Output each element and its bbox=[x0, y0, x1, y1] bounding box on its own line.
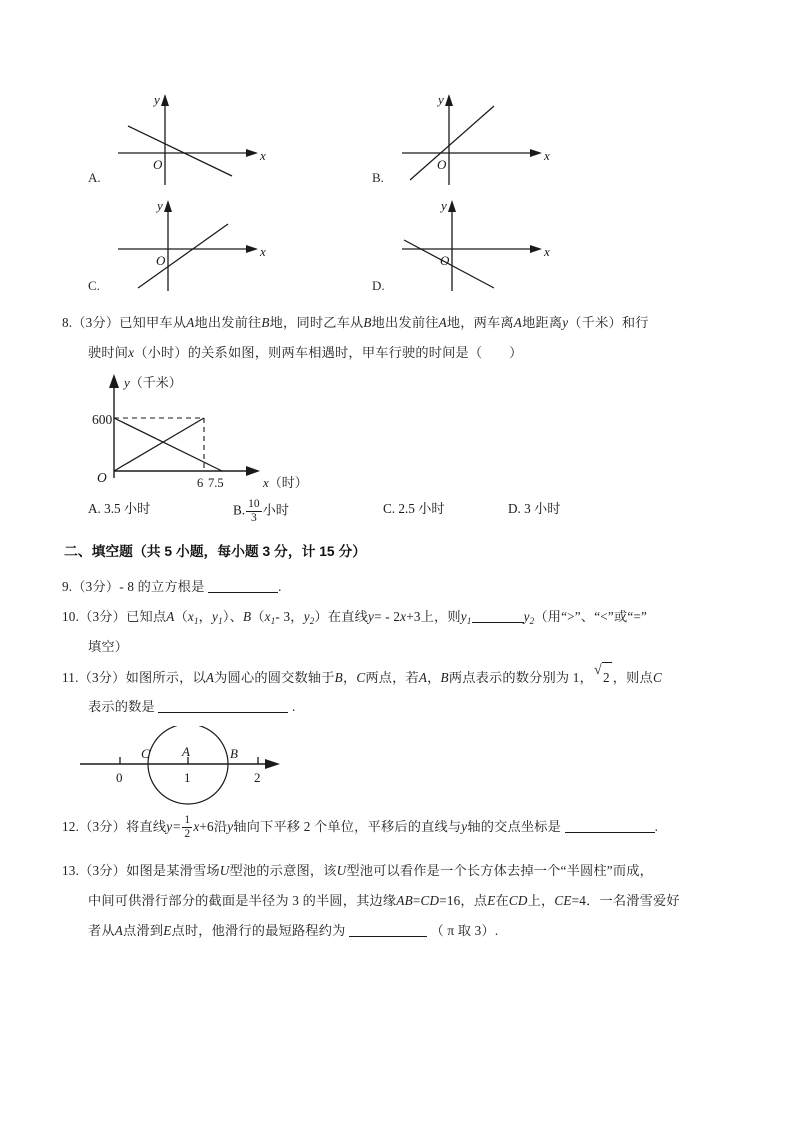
q8-graph bbox=[92, 366, 362, 491]
q8-number: 8. bbox=[62, 315, 73, 330]
q10-x1b: x bbox=[264, 609, 271, 624]
svg-text:7.5: 7.5 bbox=[208, 476, 224, 490]
q12-points: （3分） bbox=[79, 819, 127, 834]
q10-j: （用“>”、“<”或“=” bbox=[534, 609, 648, 624]
q12-number: 12. bbox=[62, 819, 80, 834]
q9-number: 9. bbox=[62, 579, 73, 594]
q8-choice-a-key: A. bbox=[88, 501, 101, 516]
q13-point-E2: E bbox=[163, 923, 172, 938]
option-b-label: B. bbox=[372, 170, 384, 185]
section-2-heading: 二、填空题（共 5 小题，每小题 3 分，计 15 分） bbox=[64, 544, 367, 559]
q9-text: - 8 的立方根是 bbox=[119, 579, 205, 594]
q12-d: 轴的交点坐标是 bbox=[467, 819, 562, 834]
fraction-numerator: 1 bbox=[184, 814, 191, 827]
q10-yy2: y bbox=[523, 609, 530, 624]
q12-b: 沿 bbox=[213, 819, 228, 834]
svg-text:2: 2 bbox=[254, 770, 261, 785]
q8-choices bbox=[88, 498, 738, 530]
option-a-label: A. bbox=[88, 170, 101, 185]
q11-line2-a: 表示的数是 bbox=[88, 699, 155, 714]
q10-g: ）在直线 bbox=[314, 609, 369, 624]
question-12 bbox=[62, 812, 752, 842]
svg-text:x: x bbox=[544, 244, 550, 259]
q10-y2: y bbox=[303, 609, 310, 624]
q12-answer-blank[interactable] bbox=[565, 832, 655, 833]
option-c-label: C. bbox=[88, 278, 100, 293]
svg-text:6: 6 bbox=[197, 476, 204, 490]
q12-eq-rest: +6 bbox=[199, 819, 214, 834]
q11-point-A2: A bbox=[418, 670, 428, 685]
q11-number: 11. bbox=[62, 670, 79, 685]
q13-U1: U bbox=[219, 863, 230, 878]
q10-eq3: +3 bbox=[406, 609, 421, 624]
q12-eq-y: y= bbox=[166, 819, 182, 834]
graph-a-svg bbox=[110, 88, 280, 188]
q8-choice-d bbox=[508, 498, 560, 517]
question-10-line2: 填空） bbox=[88, 639, 129, 654]
q12-axis-y1: y bbox=[227, 819, 234, 834]
option-graph-b bbox=[372, 88, 632, 188]
q8-var-A3: A bbox=[513, 315, 523, 330]
question-10 bbox=[62, 602, 742, 636]
question-9 bbox=[62, 572, 732, 602]
q11-point-B2: B bbox=[440, 670, 449, 685]
question-13-line2 bbox=[88, 886, 768, 916]
svg-text:O: O bbox=[440, 253, 450, 268]
graph-c-svg bbox=[110, 196, 280, 296]
q11-point-C: C bbox=[356, 670, 366, 685]
q8-line2-a: 驶时间 bbox=[88, 345, 129, 360]
q8-choice-b bbox=[233, 498, 289, 525]
q10-point-A: A bbox=[166, 609, 175, 624]
q10-f: - 3， bbox=[275, 609, 304, 624]
option-d-label: D. bbox=[372, 278, 385, 293]
q10-d: ）、 bbox=[222, 609, 243, 624]
q13-point-E: E bbox=[487, 893, 496, 908]
q10-y1-sub: 1 bbox=[218, 616, 223, 626]
q8-line1-b: 地出发前往 bbox=[194, 315, 262, 330]
q9-period: . bbox=[278, 579, 282, 594]
q10-points: （3分） bbox=[79, 609, 127, 624]
q9-answer-blank[interactable] bbox=[208, 592, 278, 593]
q10-x1-sub: 1 bbox=[193, 616, 199, 626]
q13-number: 13. bbox=[62, 863, 80, 878]
q11-point-A: A bbox=[205, 670, 215, 685]
q13-answer-blank[interactable] bbox=[349, 936, 427, 937]
q8-var-x: x bbox=[128, 345, 135, 360]
question-11-line2 bbox=[88, 692, 295, 722]
q8-var-A1: A bbox=[186, 315, 195, 330]
q8-choice-d-text: 3 小时 bbox=[524, 501, 561, 516]
q10-number: 10. bbox=[62, 609, 80, 624]
question-11 bbox=[62, 662, 742, 693]
q8-var-A2: A bbox=[438, 315, 447, 330]
q13-seg-CE: CE bbox=[554, 893, 572, 908]
option-graph-a bbox=[88, 88, 348, 188]
q10-h: 上，则 bbox=[420, 609, 461, 624]
q11-b: 为圆心的圆交数轴于 bbox=[214, 670, 335, 685]
svg-text:y（千米）: y（千米） bbox=[124, 375, 182, 390]
svg-text:O: O bbox=[97, 470, 107, 485]
svg-text:y: y bbox=[441, 198, 447, 213]
q11-d: 两点，若 bbox=[365, 670, 419, 685]
q13-l2-b: 在 bbox=[495, 893, 509, 908]
svg-text:B: B bbox=[230, 746, 238, 761]
q13-l1-b: 型池的示意图，该 bbox=[229, 863, 337, 878]
q13-l3-c: 点时，他滑行的最短路程约为 bbox=[171, 923, 346, 938]
q13-l2-a: 中间可供滑行部分的截面是半径为 3 的半圆，其边缘 bbox=[88, 893, 397, 908]
q11-line2-b: . bbox=[291, 699, 296, 714]
q10-y1: y bbox=[212, 609, 219, 624]
svg-text:C: C bbox=[141, 746, 150, 761]
q8-choice-a bbox=[88, 498, 150, 517]
q11-point-C2: C bbox=[652, 670, 662, 685]
q13-U2: U bbox=[336, 863, 347, 878]
svg-text:x（时）: x（时） bbox=[263, 475, 308, 490]
q13-l2-c: 上， bbox=[527, 893, 555, 908]
svg-text:O: O bbox=[437, 157, 447, 172]
q11-g: ，则点 bbox=[612, 670, 653, 685]
q10-y2-sub: 2 bbox=[309, 616, 315, 626]
svg-text:x: x bbox=[260, 148, 266, 163]
q8-line1-a: 已知甲车从 bbox=[119, 315, 187, 330]
q12-fraction bbox=[182, 814, 192, 841]
q8-points: （3分） bbox=[72, 315, 120, 330]
q10-x1b-sub: 1 bbox=[270, 616, 276, 626]
q8-line1-f: 地距离 bbox=[522, 315, 563, 330]
graph-b-svg bbox=[394, 88, 564, 188]
svg-text:O: O bbox=[153, 157, 163, 172]
q8-line1-g: （千米）和行 bbox=[568, 315, 649, 330]
svg-text:y: y bbox=[157, 198, 163, 213]
fraction-numerator: 10 bbox=[248, 498, 260, 510]
option-graph-c bbox=[88, 196, 348, 296]
svg-text:x: x bbox=[260, 244, 266, 259]
q10-c: ， bbox=[198, 609, 213, 624]
q11-point-B: B bbox=[334, 670, 343, 685]
q10-eq2: = - 2 bbox=[374, 609, 401, 624]
svg-text:y: y bbox=[438, 92, 444, 107]
q13-seg-CD: CD bbox=[420, 893, 440, 908]
svg-text:600: 600 bbox=[92, 412, 113, 427]
q8-choice-d-key: D. bbox=[508, 501, 521, 516]
q13-seg-CD2: CD bbox=[508, 893, 528, 908]
option-graph-d bbox=[372, 196, 632, 296]
graph-d-svg bbox=[394, 196, 564, 296]
q13-l3-d: （ π 取 3）. bbox=[430, 923, 499, 938]
q13-l3-a: 者从 bbox=[88, 923, 115, 938]
q12-a: 将直线 bbox=[126, 819, 167, 834]
q8-var-B2: B bbox=[363, 315, 372, 330]
q8-choice-c-key: C. bbox=[383, 501, 396, 516]
svg-text:y: y bbox=[154, 92, 160, 107]
q12-c: 轴向下平移 2 个单位，平移后的直线与 bbox=[233, 819, 462, 834]
q13-point-A: A bbox=[114, 923, 124, 938]
fraction-denominator: 3 bbox=[250, 511, 257, 524]
q10-yy1: y bbox=[460, 609, 467, 624]
q13-l3-b: 点滑到 bbox=[123, 923, 164, 938]
q12-eq-x: x bbox=[193, 819, 200, 834]
q8-line2-b: （小时）的关系如图，则两车相遇时，甲车行驶的时间是（ ） bbox=[134, 345, 523, 360]
q12-axis-y2: y bbox=[461, 819, 468, 834]
q8-choice-c bbox=[383, 498, 445, 517]
q13-l1-a: 如图是某滑雪场 bbox=[126, 863, 220, 878]
q8-line1-e: 地，两车离 bbox=[446, 315, 514, 330]
q10-point-B: B bbox=[243, 609, 252, 624]
q12-e: . bbox=[654, 819, 659, 834]
q8-choice-c-text: 2.5 小时 bbox=[398, 501, 445, 516]
q13-l2-d: =4．一名滑雪爱好 bbox=[571, 893, 680, 908]
question-13 bbox=[62, 856, 762, 886]
q10-yy1-sub: 1 bbox=[466, 616, 472, 626]
q11-diagram-svg bbox=[68, 726, 348, 811]
q8-graph-svg bbox=[92, 366, 362, 491]
q10-eq-x: x bbox=[400, 609, 407, 624]
q13-l2-eq: = bbox=[412, 893, 421, 908]
svg-text:0: 0 bbox=[116, 770, 123, 785]
q13-l1-c: 型池可以看作是一个长方体去掉一个“半圆柱”而成， bbox=[346, 863, 653, 878]
q8-line1-d: 地出发前往 bbox=[371, 315, 439, 330]
q8-var-y: y bbox=[562, 315, 569, 330]
fraction-denominator: 2 bbox=[184, 828, 191, 841]
q13-seg-AB: AB bbox=[396, 893, 413, 908]
q11-c: ， bbox=[342, 670, 357, 685]
svg-text:O: O bbox=[156, 253, 166, 268]
q11-sqrt bbox=[594, 662, 612, 693]
q10-eq-y: y bbox=[368, 609, 375, 624]
q8-var-B1: B bbox=[261, 315, 270, 330]
q8-choice-a-text: 3.5 小时 bbox=[104, 501, 151, 516]
q11-points: （3分） bbox=[78, 670, 126, 685]
sqrt-radical-icon: √ bbox=[593, 663, 602, 678]
q10-answer-blank[interactable] bbox=[472, 622, 524, 623]
q11-diagram bbox=[68, 726, 348, 811]
q13-points: （3分） bbox=[79, 863, 127, 878]
q8-choice-b-key: B. bbox=[233, 502, 246, 518]
q8-choice-b-fraction bbox=[246, 498, 262, 525]
q10-b: （ bbox=[174, 609, 188, 624]
svg-text:x: x bbox=[544, 148, 550, 163]
svg-text:A: A bbox=[182, 744, 190, 759]
q11-f: 两点表示的数分别为 1， bbox=[448, 670, 593, 685]
q8-line1-c: 地，同时乙车从 bbox=[269, 315, 364, 330]
q10-e: （ bbox=[251, 609, 265, 624]
question-8-line2 bbox=[88, 338, 728, 368]
q10-yy2-sub: 2 bbox=[529, 616, 535, 626]
q9-points: （3分） bbox=[72, 579, 120, 594]
question-13-line3 bbox=[88, 916, 768, 946]
q10-a: 已知点 bbox=[126, 609, 167, 624]
q11-e: ， bbox=[427, 670, 441, 685]
q10-x1: x bbox=[187, 609, 194, 624]
q11-sqrt-radicand: 2 bbox=[602, 662, 612, 693]
svg-text:1: 1 bbox=[184, 770, 191, 785]
q11-answer-blank[interactable] bbox=[158, 712, 288, 713]
question-8 bbox=[62, 308, 732, 338]
q13-l2-val: =16，点 bbox=[439, 893, 488, 908]
q8-choice-b-text: 小时 bbox=[262, 502, 289, 518]
q11-a: 如图所示，以 bbox=[125, 670, 206, 685]
